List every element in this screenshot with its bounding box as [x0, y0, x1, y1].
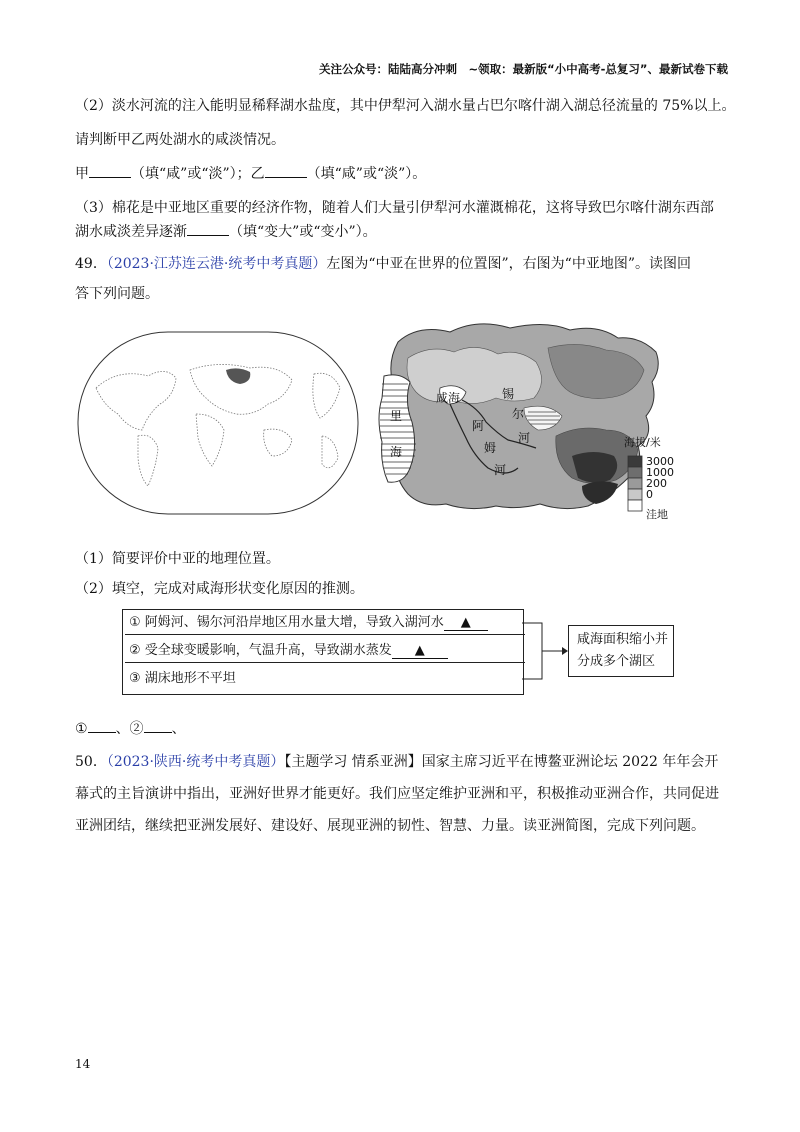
answer-b-hint: （填“咸”或“淡”）。 [306, 166, 427, 182]
result-line-1: 咸海面积缩小并 [577, 632, 669, 647]
q49-stem-line2: 答下列问题。 [75, 286, 159, 302]
cause-2-text: ② 受全球变暖影响，气温升高，导致湖水蒸发 [129, 643, 392, 658]
answer-blank-2[interactable] [144, 720, 172, 733]
flow-arrow [522, 609, 568, 693]
answer-a-label: 甲 [75, 166, 89, 182]
q49-stem-line1 [75, 255, 691, 273]
map-figures [78, 318, 674, 526]
question-source-link[interactable]: （2023·江苏连云港·统考中考真题） [106, 256, 327, 272]
answer-blank-c[interactable] [187, 223, 229, 236]
part3-text: 湖水咸淡差异逐渐 [75, 224, 187, 240]
question-source-link[interactable]: （2023·陕西·统考中考真题） [106, 754, 285, 770]
result-line-2: 分成多个湖区 [577, 654, 656, 669]
answer-2-label: 、② [115, 721, 144, 737]
elevation-legend [624, 435, 674, 521]
q50-line3: 亚洲团结，继续把亚洲发展好、建设好、展现亚洲的韧性、智慧、力量。读亚洲简图，完成下列问题。 [75, 818, 705, 834]
result-box [568, 625, 674, 677]
part3-hint: （填“变大”或“变小”）。 [229, 224, 377, 240]
legend-label-0: 0 [646, 488, 653, 501]
label-syr-3: 河 [518, 431, 531, 445]
label-caspian-1: 里 [390, 409, 403, 423]
causes-box [122, 609, 524, 695]
answer-blank-a[interactable] [89, 165, 131, 178]
page-header: 关注公众号：陆陆高分冲刺 ~领取：最新版“小中高考-总复习”、最新试卷下载 [318, 62, 728, 76]
q50-line2: 幕式的主旨演讲中指出，亚洲好世界才能更好。我们应坚定维护亚洲和平，积极推动亚洲合作，共同促进 [75, 786, 719, 802]
q49-answer-line [75, 720, 186, 738]
label-amu-3: 河 [494, 463, 507, 477]
cause-flow-diagram [122, 609, 682, 699]
legend-label-200: 200 [646, 477, 667, 490]
answer-end: 、 [171, 721, 186, 737]
cause-1-text: ① 阿姆河、锡尔河沿岸地区用水量大增，导致入湖河水 [129, 615, 444, 630]
legend-swatch-1000 [628, 467, 642, 478]
legend-swatch-depression [628, 500, 642, 511]
label-amu-2: 姆 [484, 441, 497, 455]
label-caspian-2: 海 [390, 445, 403, 459]
legend-title: 海拔/米 [624, 436, 661, 449]
label-amu-1: 阿 [472, 419, 485, 433]
legend-label-depression: 洼地 [646, 508, 668, 521]
q50-line1 [75, 753, 718, 771]
question-stem: 左图为“中亚在世界的位置图”，右图为“中亚地图”。读图回 [326, 256, 691, 272]
legend-swatch-3000 [628, 456, 642, 467]
answer-1-label: ① [75, 721, 88, 737]
cause-row-1 [125, 612, 525, 635]
cause-row-3: ③ 湖床地形不平坦 [129, 671, 236, 686]
label-syr-1: 锡 [502, 387, 515, 401]
legend-swatch-0 [628, 489, 642, 500]
answer-a-hint: （填“咸”或“淡”）；乙 [131, 166, 265, 182]
q48-part2-answer [75, 165, 426, 183]
legend-label-3000: 3000 [646, 455, 674, 468]
q49-figures [78, 318, 674, 526]
question-number: 49． [75, 256, 107, 272]
cause-2-blank[interactable]: ▲ [392, 644, 448, 659]
cause-1-blank[interactable]: ▲ [444, 616, 488, 631]
legend-swatch-200 [628, 478, 642, 489]
legend-label-1000: 1000 [646, 466, 674, 479]
answer-blank-b[interactable] [265, 165, 307, 178]
page-number: 14 [75, 1057, 91, 1071]
cause-row-2 [125, 640, 525, 663]
answer-blank-1[interactable] [88, 720, 116, 733]
q49-sub1: （1）简要评价中亚的地理位置。 [75, 551, 280, 567]
q50-text-1: 【主题学习 情系亚洲】国家主席习近平在博鳌亚洲论坛 2022 年年会开 [284, 754, 719, 770]
label-aral: 咸海 [436, 391, 461, 405]
label-syr-2: 尔 [512, 407, 525, 421]
q49-sub2: （2）填空，完成对咸海形状变化原因的推测。 [75, 581, 364, 597]
q48-part3-line2 [75, 223, 377, 241]
q48-part3-line1: （3）棉花是中亚地区重要的经济作物，随着人们大量引伊犁河水灌溉棉花，这将导致巴尔喀什湖东西部 [75, 200, 714, 216]
question-number: 50． [75, 754, 107, 770]
q48-part2-line2: 请判断甲乙两处湖水的咸淡情况。 [75, 132, 285, 148]
q48-part2-line1: （2）淡水河流的注入能明显稀释湖水盐度，其中伊犁河入湖水量占巴尔喀什湖入湖总径流量的 75%以上。 [75, 98, 736, 114]
world-location-map [78, 332, 358, 514]
